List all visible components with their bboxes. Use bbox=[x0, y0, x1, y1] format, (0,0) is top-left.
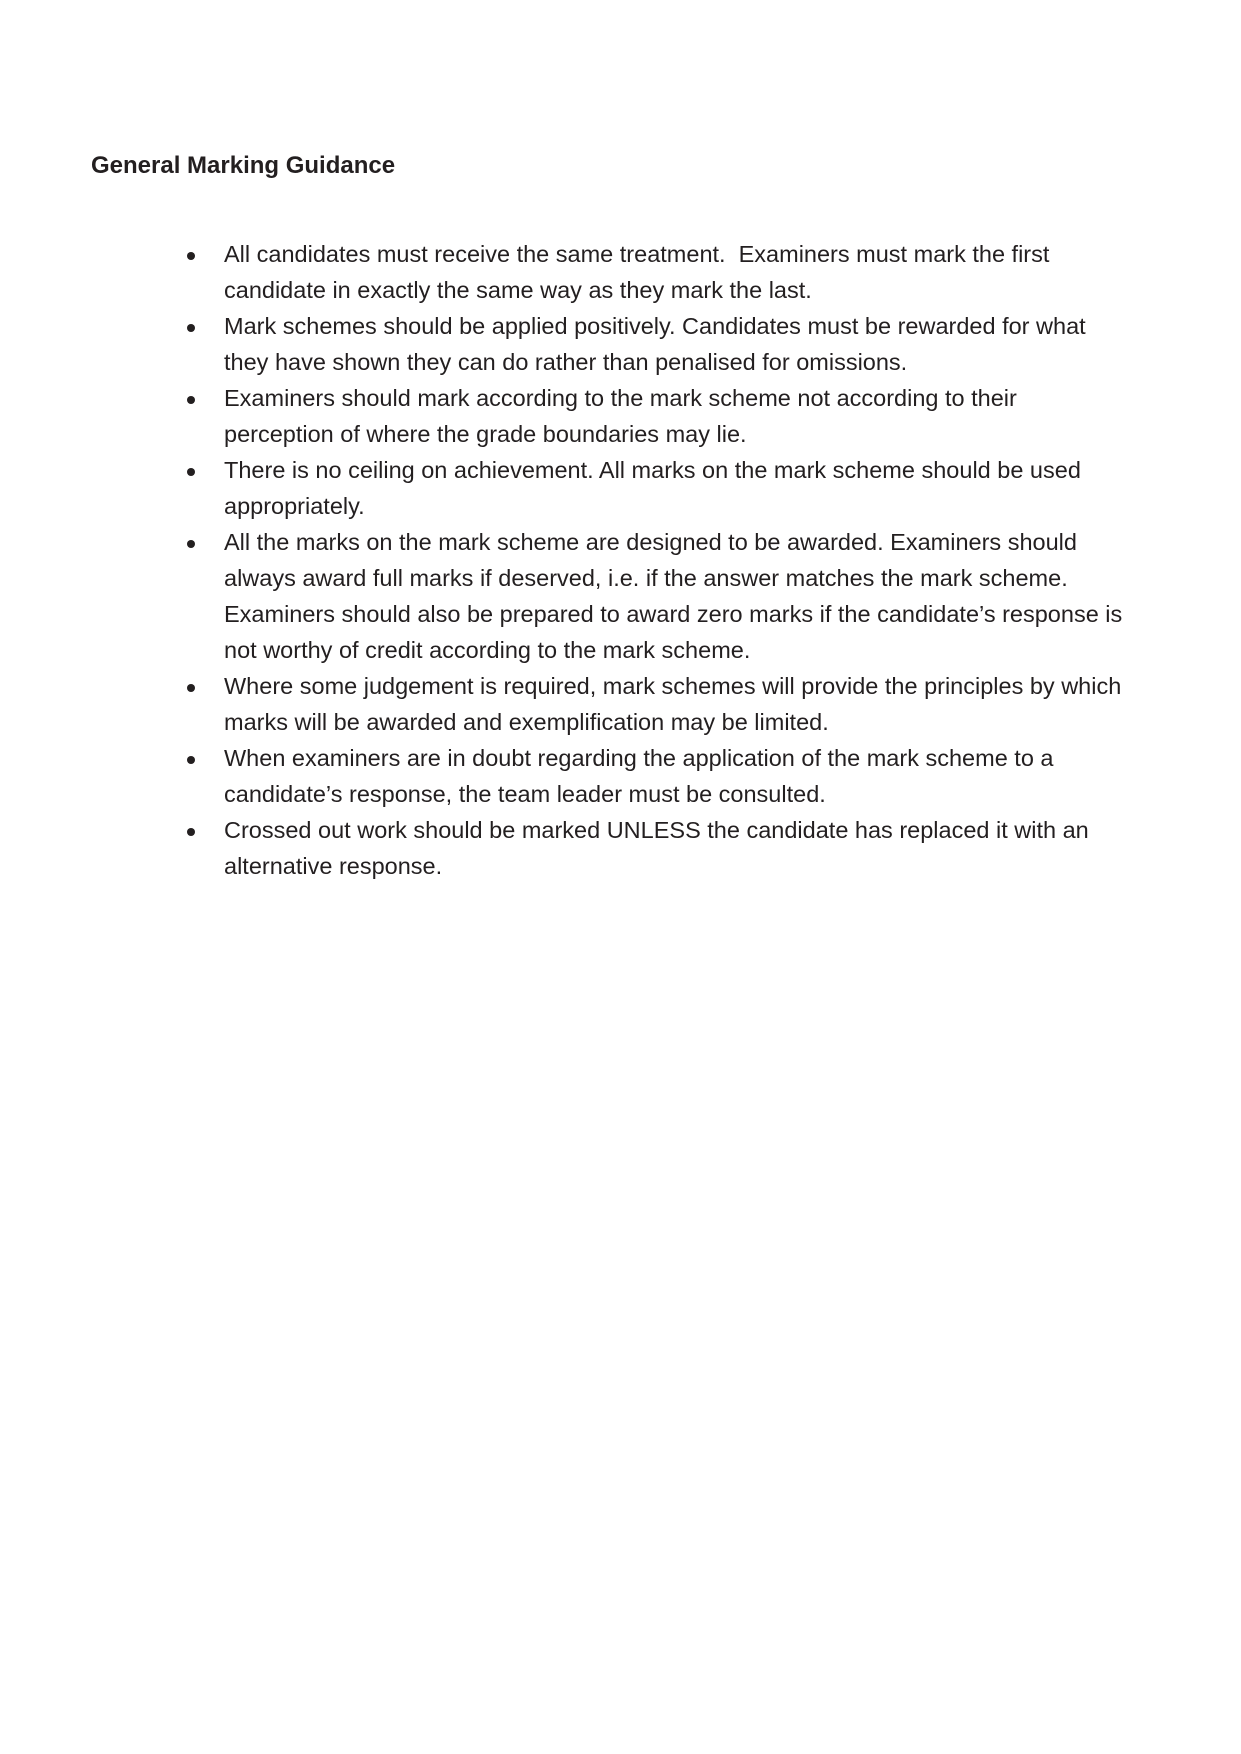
list-item-text: Crossed out work should be marked UNLESS the candidate has replaced it with an alternative response. bbox=[224, 817, 1096, 879]
list-item bbox=[0, 236, 1241, 308]
list-item bbox=[0, 452, 1241, 524]
list-item-text: Mark schemes should be applied positively. Candidates must be rewarded for what they have shown they can do rather than penalised for omissions. bbox=[224, 313, 1093, 375]
list-item bbox=[0, 668, 1241, 740]
list-item bbox=[0, 308, 1241, 380]
bullet-icon bbox=[187, 684, 195, 692]
bullet-icon bbox=[187, 324, 195, 332]
list-item bbox=[0, 812, 1241, 884]
list-item bbox=[0, 524, 1241, 668]
page-title: General Marking Guidance bbox=[91, 152, 396, 179]
bullet-icon bbox=[187, 252, 195, 260]
list-item bbox=[0, 380, 1241, 452]
bullet-icon bbox=[187, 468, 195, 476]
list-item bbox=[0, 740, 1241, 812]
list-item-text: All the marks on the mark scheme are designed to be awarded. Examiners should always award full marks if deserved, i.e. if the answer matches the mark scheme. Examiners should also be prepared to award zero marks if the candidate’s response is not worthy of credit according to the mark scheme. bbox=[224, 529, 1129, 663]
guidance-list bbox=[0, 236, 1241, 884]
list-item-text: Where some judgement is required, mark schemes will provide the principles by which marks will be awarded and exemplification may be limited. bbox=[224, 673, 1128, 735]
bullet-icon bbox=[187, 396, 195, 404]
bullet-icon bbox=[187, 828, 195, 836]
bullet-icon bbox=[187, 756, 195, 764]
list-item-text: All candidates must receive the same treatment. Examiners must mark the first candidate in exactly the same way as they mark the last. bbox=[224, 241, 1056, 303]
bullet-icon bbox=[187, 540, 195, 548]
list-item-text: When examiners are in doubt regarding the application of the mark scheme to a candidate’s response, the team leader must be consulted. bbox=[224, 745, 1061, 807]
list-item-text: Examiners should mark according to the mark scheme not according to their perception of where the grade boundaries may lie. bbox=[224, 385, 1024, 447]
list-item-text: There is no ceiling on achievement. All marks on the mark scheme should be used appropriately. bbox=[224, 457, 1088, 519]
